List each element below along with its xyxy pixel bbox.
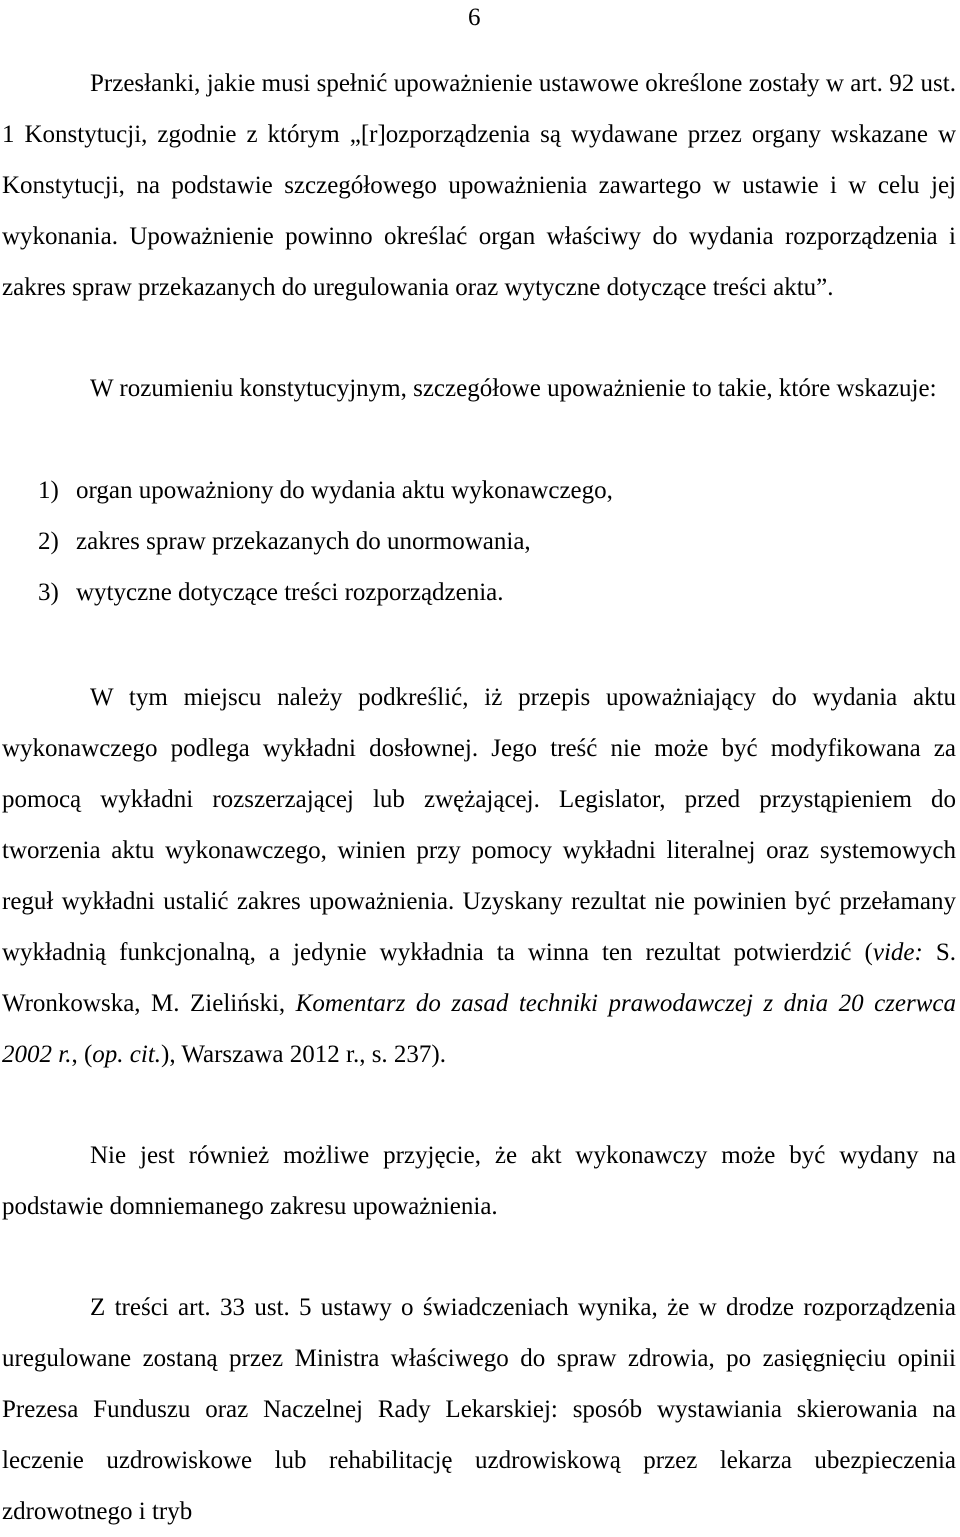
paragraph-literal-interpretation: W tym miejscu należy podkreślić, iż przepis upoważniający do wydania aktu wykonawczego podlega wykładni dosłownej. Jego treść nie może być modyfikowana za pomocą wykładni rozszerzającej lub zwężającej. Legislator, przed przystąpieniem do tworzenia aktu wykonawczego, winien przy pomocy wykładni literalnej oraz systemowych reguł wykładni ustalić zakres upoważnienia. Uzyskany rezultat nie powinien być przełamany wykładnią funkcjonalną, a jedynie wykładnia ta winna ten rezultat potwierdzić (vide: S. Wronkowska, M. Zieliński, Komentarz do zasad techniki prawodawczej z dnia 20 czerwca 2002 r., (op. cit.), Warszawa 2012 r., s. 237).: [2, 684, 956, 1068]
paragraph-constitutional-meaning: W rozumieniu konstytucyjnym, szczegółowe upoważnienie to takie, które wskazuje:: [90, 375, 937, 402]
requirements-list: [38, 465, 938, 618]
op-cit-italic: op. cit.: [92, 1041, 162, 1068]
page-number: 6: [468, 4, 481, 31]
cited-work-title: Komentarz do zasad techniki prawodawczej z dnia 20 czerwca 2002 r.: [2, 990, 956, 1068]
vide-italic: vide:: [872, 939, 923, 966]
list-item: 1) organ upoważniony do wydania aktu wykonawczego,: [38, 477, 613, 504]
list-item: 2) zakres spraw przekazanych do unormowania,: [38, 528, 531, 555]
paragraph-art-33: Z treści art. 33 ust. 5 ustawy o świadczeniach wynika, że w drodze rozporządzenia uregulowane zostaną przez Ministra właściwego do spraw zdrowia, po zasięgnięciu opinii Prezesa Funduszu oraz Naczelnej Rady Lekarskiej: sposób wystawiania skierowania na leczenie uzdrowiskowe lub rehabilitację uzdrowiskową przez lekarza ubezpieczenia zdrowotnego i tryb: [2, 1294, 956, 1525]
paragraph-presumed-scope: Nie jest również możliwe przyjęcie, że akt wykonawczy może być wydany na podstawie domniemanego zakresu upoważnienia.: [2, 1142, 956, 1220]
list-item: 3) wytyczne dotyczące treści rozporządzenia.: [38, 579, 504, 606]
paragraph-premises: Przesłanki, jakie musi spełnić upoważnienie ustawowe określone zostały w art. 92 ust. 1 Konstytucji, zgodnie z którym „[r]ozporządzenia są wydawane przez organy wskazane w Konstytucji, na podstawie szczegółowego upoważnienia zawartego w ustawie i w celu jej wykonania. Upoważnienie powinno określać organ właściwy do wydania rozporządzenia i zakres spraw przekazanych do uregulowania oraz wytyczne dotyczące treści aktu”.: [2, 70, 956, 301]
